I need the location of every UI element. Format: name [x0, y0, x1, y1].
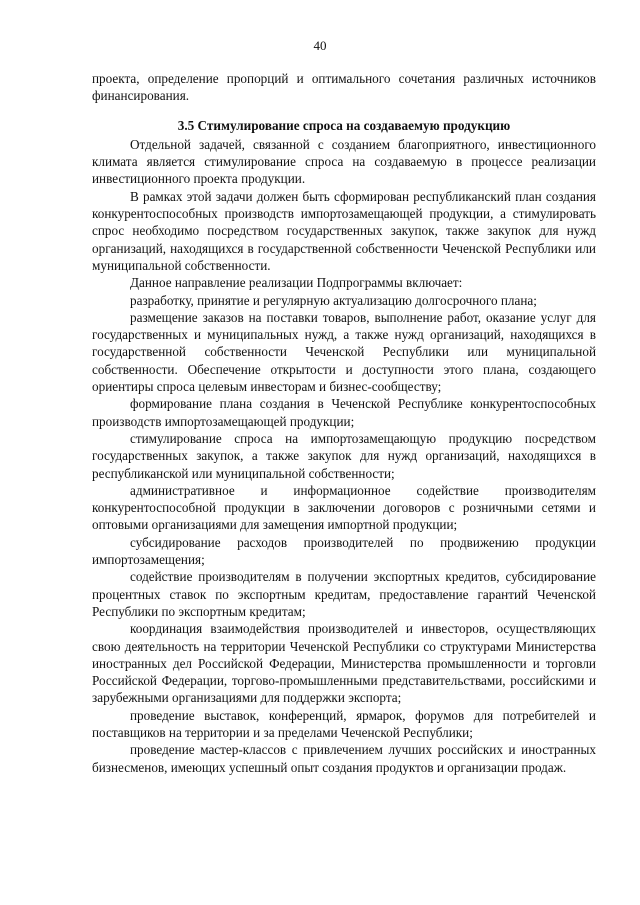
- page-number: 40: [313, 38, 327, 53]
- list-item-order-placement: размещение заказов на поставки товаров, выполнение работ, оказание услуг для государственных и муниципальных нужд, а также нужд организаций, находящихся в государственной собственности Чеченской Республики или муниципальной собственности. Обеспечение открытости и доступности этого плана, создающего ориентиры спроса целевым инвесторам и бизнес-сообществу;: [92, 309, 596, 395]
- section-heading: 3.5 Стимулирование спроса на создаваемую продукцию: [177, 117, 511, 133]
- list-item-subsidies: субсидирование расходов производителей по продвижению продукции импортозамещения;: [92, 534, 596, 568]
- list-item-exhibitions: проведение выставок, конференций, ярмарок, форумов для потребителей и поставщиков на территории и за пределами Чеченской Республики;: [92, 707, 596, 740]
- document-body: [92, 70, 596, 776]
- paragraph-republican-plan: В рамках этой задачи должен быть сформирован республиканский план создания конкурентоспособных производств импортозамещающей продукции, а стимулировать спрос необходимо посредством государственных закупок, также закупок для нужд организаций, находящихся в государственной собственности Чеченской Республики или муниципальной собственности.: [92, 188, 596, 273]
- list-item-administrative-support: административное и информационное содействие производителям конкурентоспособной продукции в заключении договоров с розничными сетями и оптовыми организациями для замещения импортной продукции;: [92, 482, 596, 533]
- list-item-plan-formation: формирование плана создания в Чеченской Республике конкурентоспособных производств импортозамещающей продукции;: [92, 396, 596, 429]
- intro-continuation-paragraph: проекта, определение пропорций и оптимального сочетания различных источников финансирования.: [92, 71, 596, 104]
- list-item-master-classes: проведение мастер-классов с привлечением лучших российских и иностранных бизнесменов, имеющих успешный опыт создания продуктов и организации продаж.: [92, 742, 596, 775]
- paragraph-task-intro: Отдельной задачей, связанной с созданием благоприятного, инвестиционного климата является стимулирование спроса на создаваемую в процессе реализации инвестиционного проекта продукции.: [92, 136, 596, 187]
- list-item-export-credits: содействие производителям в получении экспортных кредитов, субсидирование процентных ставок по экспортным кредитам, предоставление гарантий Чеченской Республики по экспортным кредитам;: [92, 569, 596, 619]
- list-item-plan-development: разработку, принятие и регулярную актуализацию долгосрочного плана;: [130, 292, 537, 308]
- paragraph-direction-includes: Данное направление реализации Подпрограммы включает:: [130, 275, 463, 291]
- list-item-coordination: координация взаимодействия производителей и инвесторов, осуществляющих свою деятельность на территории Чеченской Республики со структурами Министерства иностранных дел Российской Федерации, Министерства промышленности и торговли Российской Федерации, торгово-промышленными представительствами, российскими и зарубежными организациями для поддержки экспорта;: [92, 621, 596, 706]
- list-item-demand-stimulation: стимулирование спроса на импортозамещающую продукцию посредством государственных закупок, а также закупок для нужд организаций, находящихся в республиканской или муниципальной собственности;: [92, 430, 596, 481]
